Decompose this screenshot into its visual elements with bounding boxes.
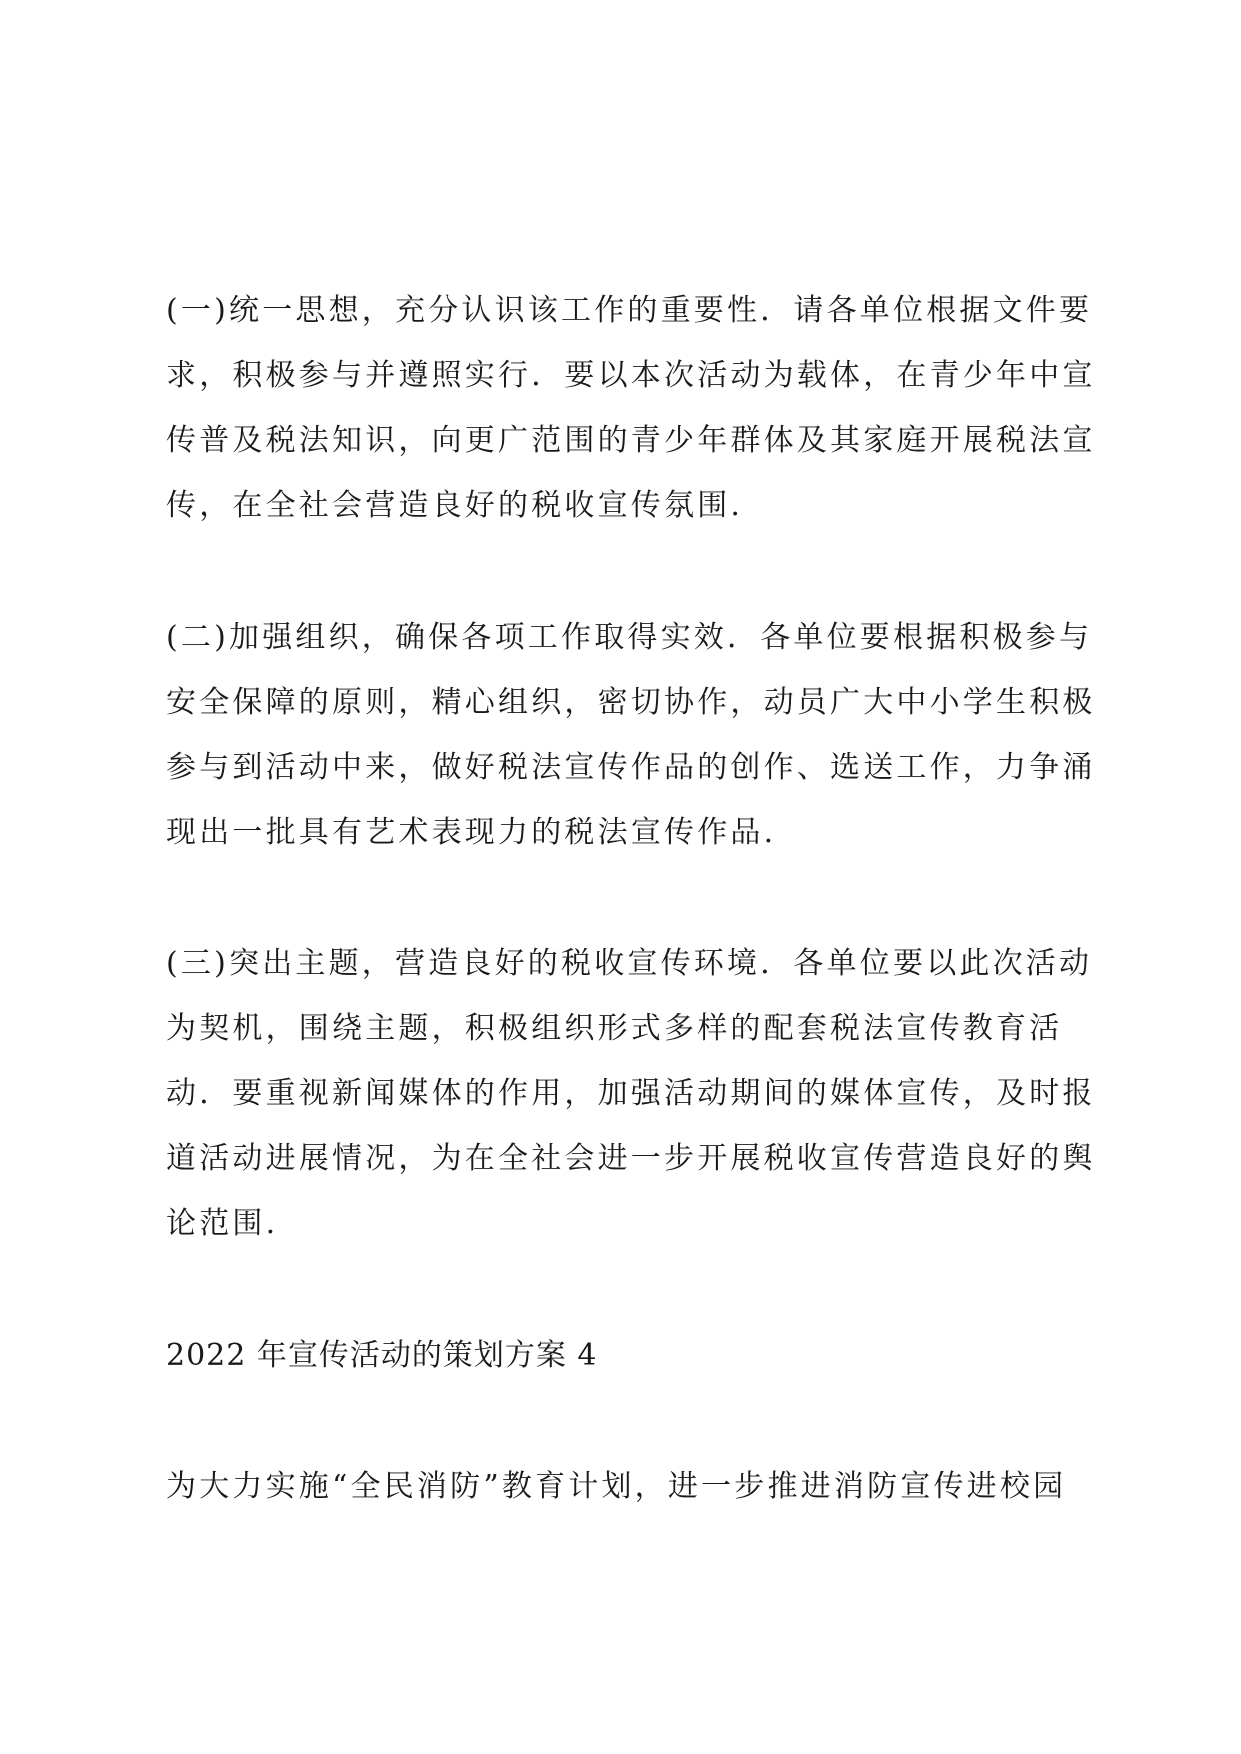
paragraph-line: (三)突出主题，营造良好的税收宣传环境．各单位要以此次活动 [166, 946, 1093, 981]
paragraph-line: (二)加强组织，确保各项工作取得实效．各单位要根据积极参与 [166, 620, 1093, 655]
section-heading: 2022 年宣传活动的策划方案 4 [166, 1338, 598, 1373]
closing-line: 为大力实施“全民消防”教育计划，进一步推进消防宣传进校园 [166, 1469, 1067, 1504]
paragraph-line: (一)统一思想，充分认识该工作的重要性．请各单位根据文件要 [166, 293, 1093, 328]
paragraph-line: 论范围. [166, 1206, 279, 1241]
paragraph-line: 安全保障的原则，精心组织，密切协作，动员广大中小学生积极 [166, 685, 1096, 720]
paragraph-line: 道活动进展情况，为在全社会进一步开展税收宣传营造良好的舆 [166, 1141, 1096, 1176]
paragraph-line: 传，在全社会营造良好的税收宣传氛围. [166, 488, 744, 523]
paragraph-line: 现出一批具有艺术表现力的税法宣传作品. [166, 815, 777, 850]
paragraph-line: 参与到活动中来，做好税法宣传作品的创作、选送工作，力争涌 [166, 750, 1096, 785]
paragraph-line: 求，积极参与并遵照实行．要以本次活动为载体，在青少年中宣 [166, 358, 1096, 393]
paragraph-line: 传普及税法知识，向更广范围的青少年群体及其家庭开展税法宣 [166, 423, 1096, 458]
paragraph-line: 动．要重视新闻媒体的作用，加强活动期间的媒体宣传，及时报 [166, 1076, 1096, 1111]
paragraph-line: 为契机，围绕主题，积极组织形式多样的配套税法宣传教育活 [166, 1011, 1063, 1046]
